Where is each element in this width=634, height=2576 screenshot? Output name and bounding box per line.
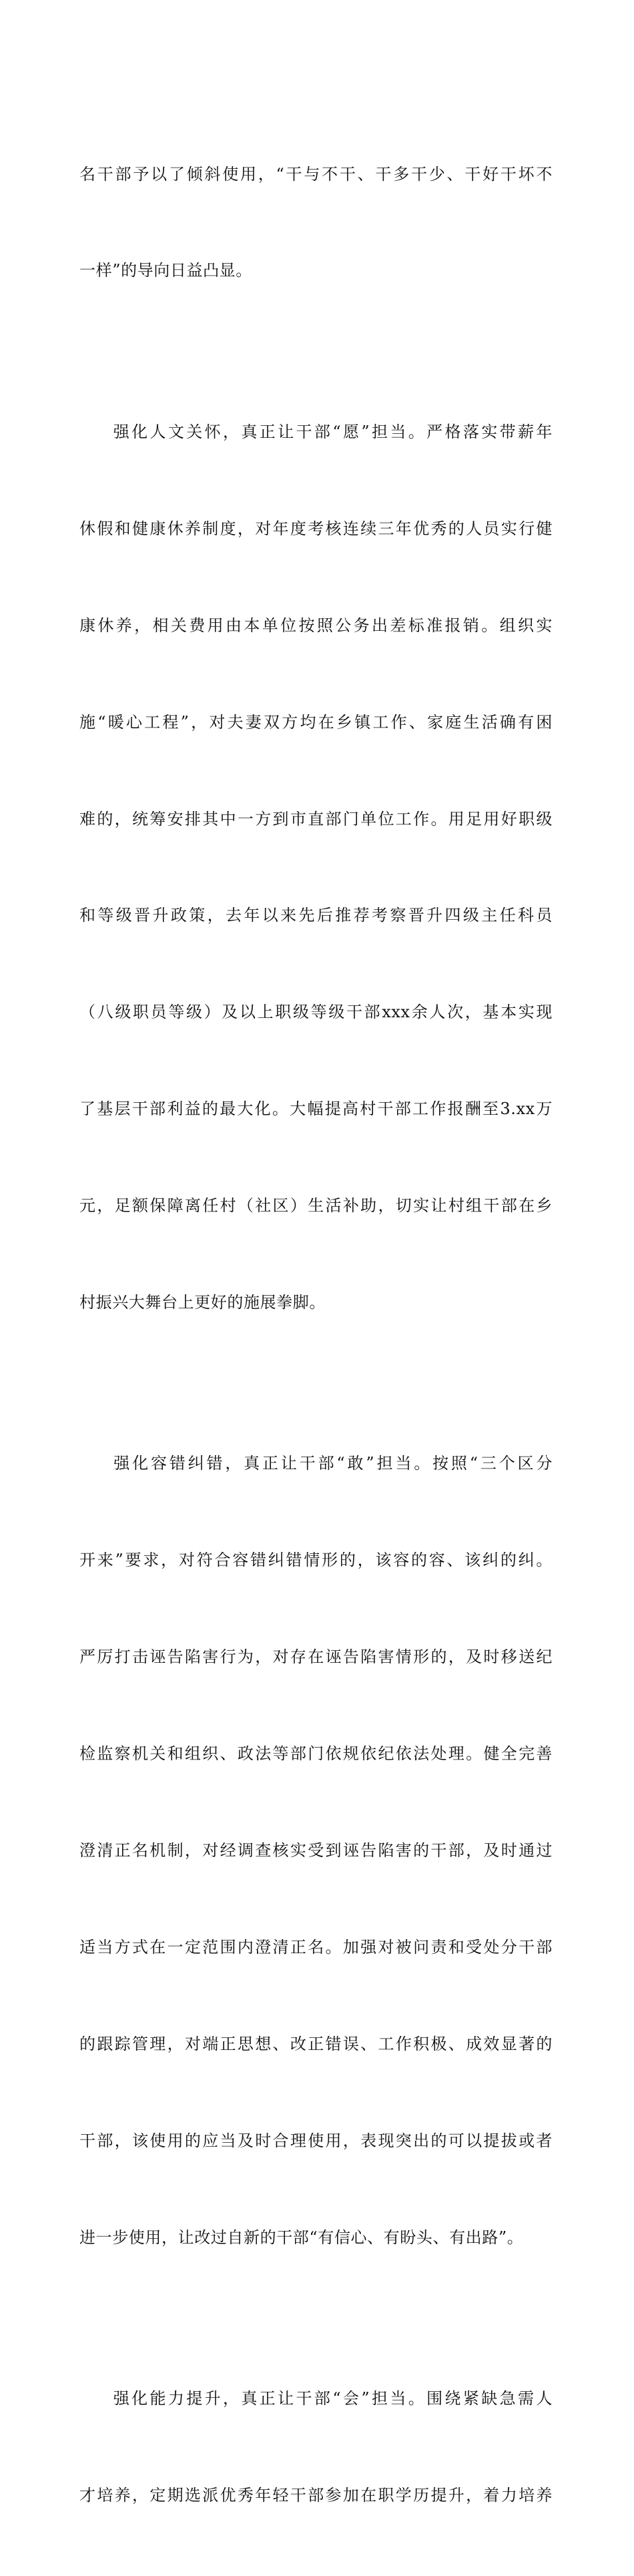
text-line-indented xyxy=(79,2382,553,2414)
text-line: 适当方式在一定范围内澄清正名。加强对被问责和受处分干部 xyxy=(79,1937,553,1957)
text-line-content: 强化容错纠错，真正让干部“敢”担当。按照“三个区分 xyxy=(111,1454,553,1473)
text-line-content: 强化人文关怀，真正让干部“愿”担当。严格落实带薪年 xyxy=(111,422,553,441)
text-line: 检监察机关和组织、政法等部门依规依纪依法处理。健全完善 xyxy=(79,1744,553,1764)
text-line: 和等级晋升政策，去年以来先后推荐考察晋升四级主任科员 xyxy=(79,906,553,925)
text-line: 施“暖心工程”，对夫妻双方均在乡镇工作、家庭生活确有困 xyxy=(79,712,553,732)
text-line-indented xyxy=(79,1447,553,1479)
text-line: 的跟踪管理，对端正思想、改正错误、工作积极、成效显著的 xyxy=(79,2034,553,2053)
text-line-indented xyxy=(79,416,553,448)
text-line: 村振兴大舞台上更好的施展拳脚。 xyxy=(79,1292,326,1312)
text-line: 干部，该使用的应当及时合理使用，表现突出的可以提拔或者 xyxy=(79,2131,553,2150)
text-line: 康休养，相关费用由本单位按照公务出差标准报销。组织实 xyxy=(79,615,553,635)
paragraph-4 xyxy=(79,2318,553,2575)
text-line: 开来”要求，对符合容错纠错情形的，该容的容、该纠的纠。 xyxy=(79,1551,553,1570)
text-line-content: 强化能力提升，真正让干部“会”担当。围绕紧缺急需人 xyxy=(111,2389,553,2408)
text-line: 澄清正名机制，对经调查核实受到诬告陷害的干部，及时通过 xyxy=(79,1841,553,1860)
text-line: 才培养，定期选派优秀年轻干部参加在职学历提升，着力培养 xyxy=(79,2485,553,2505)
text-line: （八级职员等级）及以上职级等级干部xxx余人次，基本实现 xyxy=(79,1003,553,1022)
text-line: 了基层干部利益的最大化。大幅提高村干部工作报酬至3.xx万 xyxy=(79,1099,553,1119)
text-line: 名干部予以了倾斜使用，“干与不干、干多干少、干好干坏不 xyxy=(79,164,553,184)
document-body xyxy=(79,93,553,2576)
paragraph-3 xyxy=(79,1383,553,2318)
text-line: 进一步使用，让改过自新的干部“有信心、有盼头、有出路”。 xyxy=(79,2228,524,2247)
paragraph-1 xyxy=(79,93,553,351)
text-line: 元，足额保障离任村（社区）生活补助，切实让村组干部在乡 xyxy=(79,1196,553,1216)
text-line: 难的，统筹安排其中一方到市直部门单位工作。用足用好职级 xyxy=(79,809,553,828)
text-line: 严厉打击诬告陷害行为，对存在诬告陷害情形的，及时移送纪 xyxy=(79,1647,553,1667)
text-line: 休假和健康休养制度，对年度考核连续三年优秀的人员实行健 xyxy=(79,519,553,538)
paragraph-2 xyxy=(79,351,553,1383)
text-line: 一样”的导向日益凸显。 xyxy=(79,261,252,280)
